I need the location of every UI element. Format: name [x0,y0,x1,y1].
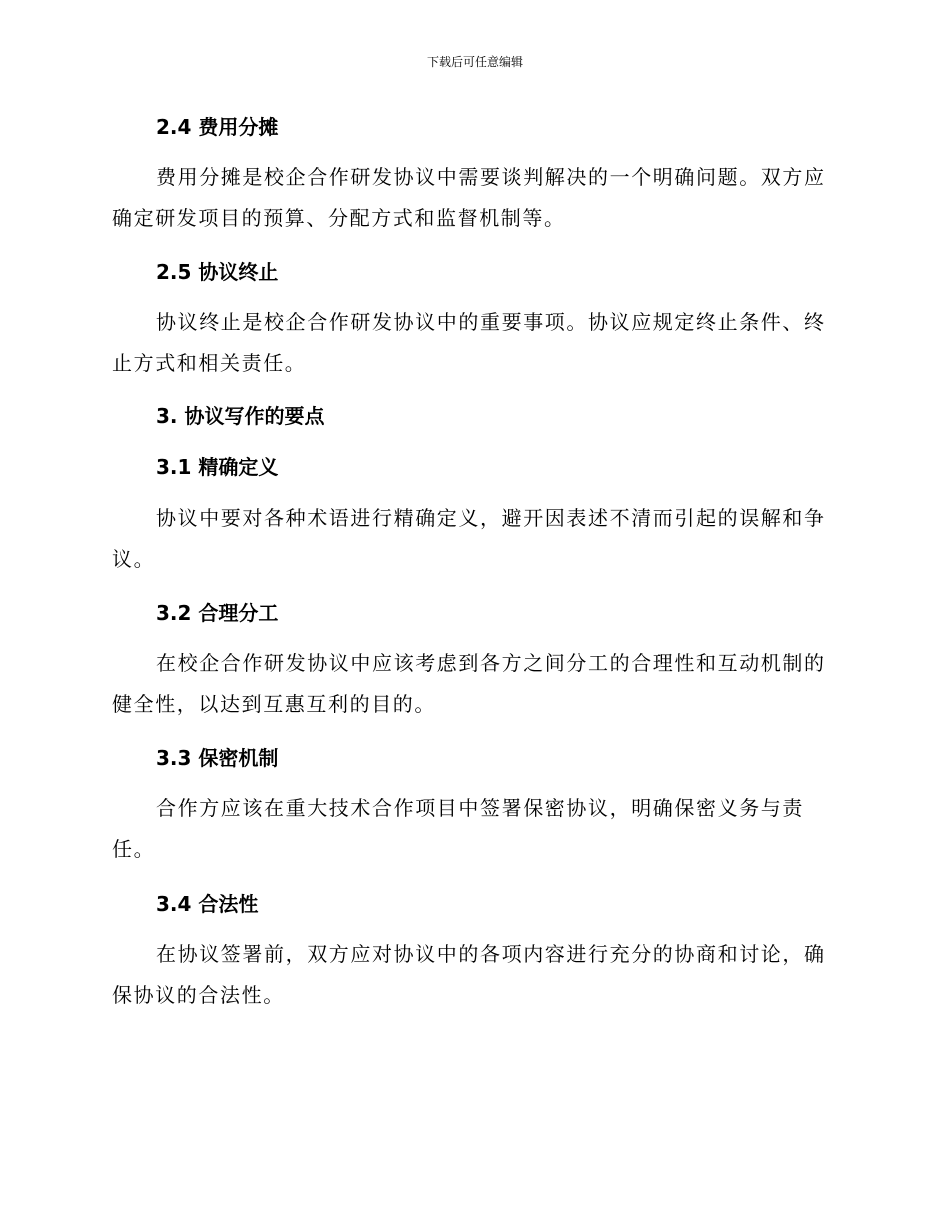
section-paragraph-3-3: 合作方应该在重大技术合作项目中签署保密协议，明确保密义务与责任。 [112,796,804,861]
section-paragraph-2-5: 协议终止是校企合作研发协议中的重要事项。协议应规定终止条件、终止方式和相关责任。 [112,310,826,375]
section-paragraph-2-4: 费用分摊是校企合作研发协议中需要谈判解决的一个明确问题。双方应确定研发项目的预算、分配方式和监督机制等。 [112,165,826,230]
page-header: 下载后可任意编辑 [426,55,523,69]
section-paragraph-3-4: 在协议签署前，双方应对协议中的各项内容进行充分的协商和讨论，确保协议的合法性。 [112,942,826,1007]
section-heading-2-4: 2.4 费用分摊 [156,115,279,139]
section-heading-3-3: 3.3 保密机制 [156,746,279,770]
section-heading-3-1: 3.1 精确定义 [156,455,279,479]
section-heading-3: 3. 协议写作的要点 [156,404,325,428]
section-heading-3-4: 3.4 合法性 [156,892,259,916]
section-paragraph-3-1: 协议中要对各种术语进行精确定义，避开因表述不清而引起的误解和争议。 [112,506,826,571]
document-body [112,110,834,1016]
section-heading-3-2: 3.2 合理分工 [156,601,279,625]
section-paragraph-3-2: 在校企合作研发协议中应该考虑到各方之间分工的合理性和互动机制的健全性，以达到互惠互利的目的。 [112,651,826,716]
section-heading-2-5: 2.5 协议终止 [156,260,279,284]
